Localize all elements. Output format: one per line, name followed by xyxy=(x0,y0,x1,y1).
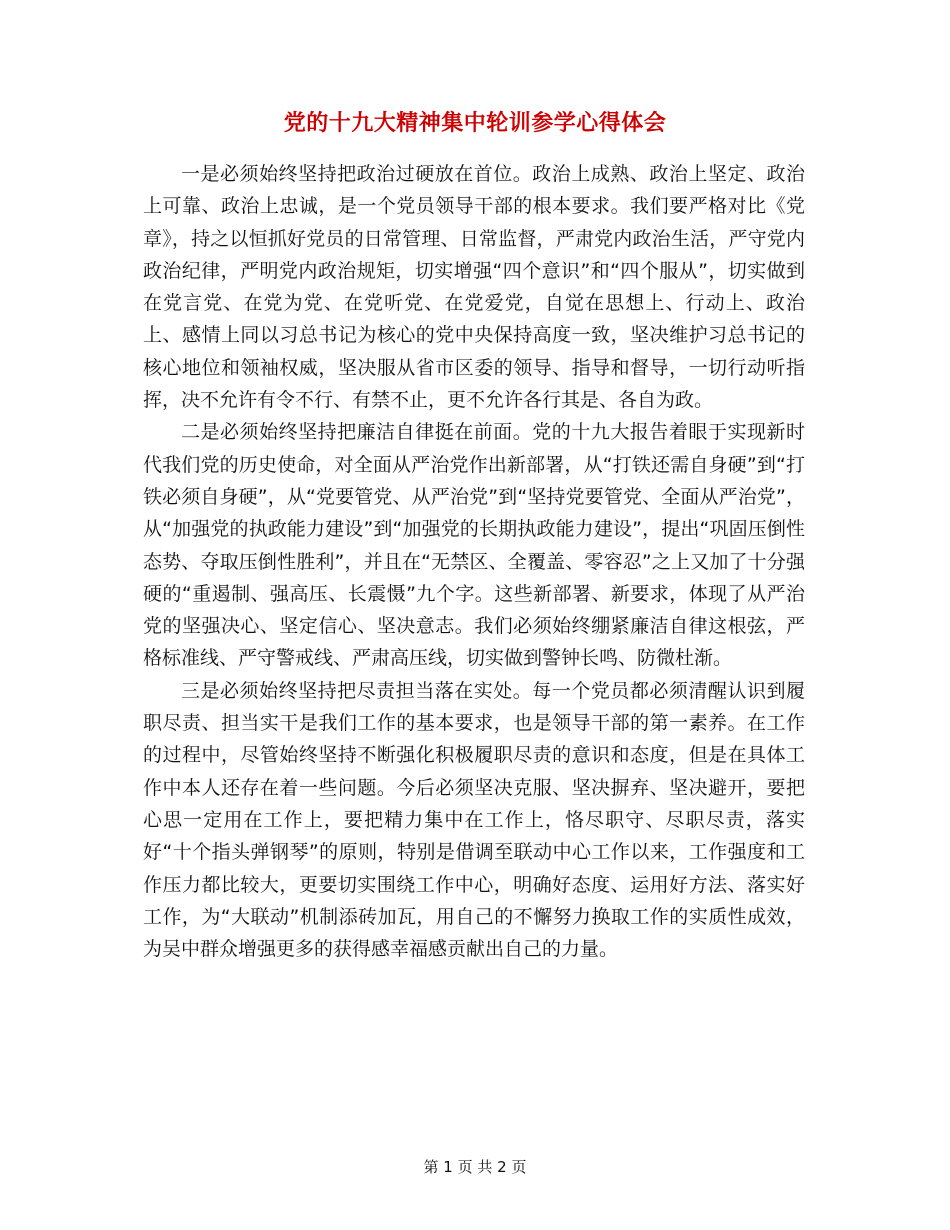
paragraph-2: 二是必须始终坚持把廉洁自律挺在前面。党的十九大报告着眼于实现新时代我们党的历史使命，对全面从严治党作出新部署，从“打铁还需自身硬”到“打铁必须自身硬”，从“党要管党、从严治党”到“坚持党要管党、全面从严治党”，从“加强党的执政能力建设”到“加强党的长期执政能力建设”，提出“巩固压倒性态势、夺取压倒性胜利”，并且在“无禁区、全覆盖、零容忍”之上又加了十分强硬的“重遏制、强高压、长震慑”九个字。这些新部署、新要求，体现了从严治党的坚强决心、坚定信心、坚决意志。我们必须始终绷紧廉洁自律这根弦，严格标准线、严守警戒线、严肃高压线，切实做到警钟长鸣、防微杜渐。 xyxy=(143,421,805,670)
page-number-footer: 第 1 页 共 2 页 xyxy=(423,1158,527,1176)
document-title: 党的十九大精神集中轮训参学心得体会 xyxy=(283,111,667,136)
paragraph-1: 一是必须始终坚持把政治过硬放在首位。政治上成熟、政治上坚定、政治上可靠、政治上忠诚，是一个党员领导干部的根本要求。我们要严格对比《党章》，持之以恒抓好党员的日常管理、日常监督，严肃党内政治生活，严守党内政治纪律，严明党内政治规矩，切实增强“四个意识”和“四个服从”，切实做到在党言党、在党为党、在党听党、在党爱党，自觉在思想上、行动上、政治上、感情上同以习总书记为核心的党中央保持高度一致，坚决维护习总书记的核心地位和领袖权威，坚决服从省市区委的领导、指导和督导，一切行动听指挥，决不允许有令不行、有禁不止，更不允许各行其是、各自为政。 xyxy=(143,163,805,412)
document-body xyxy=(143,158,805,965)
paragraph-3: 三是必须始终坚持把尽责担当落在实处。每一个党员都必须清醒认识到履职尽责、担当实干是我们工作的基本要求，也是领导干部的第一素养。在工作的过程中，尽管始终坚持不断强化积极履职尽责的意识和态度，但是在具体工作中本人还存在着一些问题。今后必须坚决克服、坚决摒弃、坚决避开，要把心思一定用在工作上，要把精力集中在工作上，恪尽职守、尽职尽责，落实好“十个指头弹钢琴”的原则，特别是借调至联动中心工作以来，工作强度和工作压力都比较大，更要切实围绕工作中心，明确好态度、运用好方法、落实好工作，为“大联动”机制添砖加瓦，用自己的不懈努力换取工作的实质性成效，为吴中群众增强更多的获得感幸福感贡献出自己的力量。 xyxy=(143,679,805,961)
